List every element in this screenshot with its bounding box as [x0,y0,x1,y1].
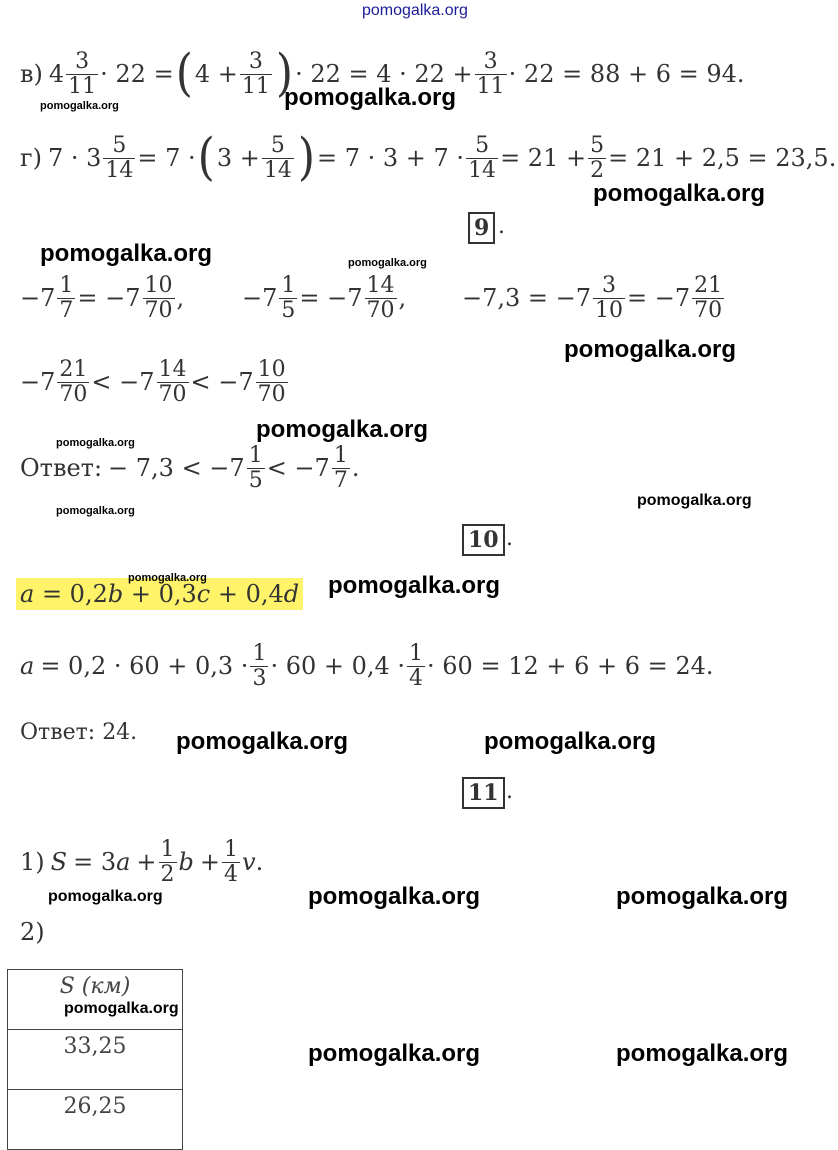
paren-close: ) [275,44,294,103]
fraction [466,134,498,181]
watermark: pomogalka.org [328,572,501,599]
fraction [247,444,265,491]
watermark: pomogalka.org [616,883,789,910]
task11-item2-label: 2) [20,918,45,946]
text: = 0,2 [34,580,108,608]
task-dot: . [506,526,513,551]
text: = −7 [299,284,363,312]
text: −7,3 = −7 [462,284,592,312]
den: 70 [366,297,395,323]
den: 7 [59,297,74,323]
whole: 4 [48,60,65,88]
table-cell: 33,25 [8,1030,183,1090]
num: 1 [248,443,263,469]
watermark: pomogalka.org [308,883,481,910]
text: −7 [20,284,56,312]
watermark: pomogalka.org [64,1000,179,1017]
den: 70 [694,297,723,323]
fraction [332,444,350,491]
text: . [351,454,360,482]
paren-open: ( [175,44,193,103]
fraction [159,838,177,885]
num: 10 [257,357,286,383]
fraction [279,274,297,321]
fraction [593,274,625,321]
den: 14 [263,157,292,183]
task-dot: . [506,779,513,804]
text: · 22 = 4 · 22 + [295,60,473,88]
num: 5 [475,133,490,159]
fraction [103,134,135,181]
var-b: b [178,848,194,876]
num: 3 [483,49,498,75]
paren-open: ( [197,128,215,187]
task-number-9: 9 [468,212,495,244]
num: 5 [112,133,127,159]
watermark: pomogalka.org [484,728,657,755]
task-number-11: 11 [462,777,505,809]
watermark: pomogalka.org [56,505,135,517]
var-a: a [116,848,131,876]
num: 1 [252,641,267,667]
num: 21 [694,273,723,299]
watermark: pomogalka.org [48,888,163,905]
den: 70 [59,381,88,407]
num: 1 [333,443,348,469]
watermark: pomogalka.org [128,572,207,584]
label-v: в) [20,60,43,88]
fraction [262,134,294,181]
text: , [176,284,185,312]
task9-compare [20,352,290,412]
watermark: pomogalka.org [637,492,752,509]
watermark: pomogalka.org [593,180,766,207]
header-text: S (км) [59,974,131,999]
watermark: pomogalka.org [40,240,213,267]
den: 70 [144,297,173,323]
fraction [256,358,288,405]
den: 3 [252,665,267,691]
den: 10 [595,297,624,323]
den: 4 [409,665,424,691]
watermark: pomogalka.org [564,336,737,363]
den: 5 [281,297,296,323]
task9-eq3 [462,268,726,328]
formula-highlighted [16,580,303,608]
table-cell: 26,25 [8,1090,183,1150]
text: = 0,2 · 60 + 0,3 · [40,652,249,680]
label-g: г) [20,144,42,172]
fraction [222,838,240,885]
num: 1 [59,273,74,299]
num: 14 [366,273,395,299]
text: , [398,284,407,312]
watermark: pomogalka.org [348,257,427,269]
var-d: d [283,580,300,608]
watermark: pomogalka.org [284,84,457,111]
text: = 7 · 3 + 7 · [317,144,465,172]
var-v: v [242,848,256,876]
fraction [57,274,75,321]
den: 11 [241,73,270,99]
task-number-10: 10 [462,524,505,556]
fraction [57,358,89,405]
text: < −7 [266,454,330,482]
answer-label: Ответ: [20,454,103,482]
text: 7 · 3 [47,144,102,172]
num: 14 [158,357,187,383]
task10-answer: Ответ: 24. [20,720,138,745]
task9-answer [20,438,359,498]
num: 1 [281,273,296,299]
task-dot: . [498,214,505,239]
text: = −7 [77,284,141,312]
num: 5 [270,133,285,159]
text: = 21 + 2,5 = 23,5. [608,144,837,172]
watermark: pomogalka.org [308,1040,481,1067]
label-1: 1) [20,848,45,876]
fraction [365,274,397,321]
fraction [407,642,425,689]
watermark: pomogalka.org [616,1040,789,1067]
num: 1 [409,641,424,667]
den: 2 [590,157,605,183]
den: 14 [105,157,134,183]
text: . [255,848,264,876]
var-b: b [107,580,124,608]
fraction [250,642,268,689]
text: · 22 = 88 + 6 = 94. [508,60,745,88]
watermark: pomogalka.org [40,100,119,112]
task11-item1 [20,832,263,892]
text: < −7 [91,368,155,396]
num: 1 [160,837,175,863]
fraction [143,274,175,321]
den: 70 [257,381,286,407]
text: − 7,3 < −7 [108,454,245,482]
num: 1 [224,837,239,863]
den: 5 [248,467,263,493]
fraction [588,134,606,181]
text: = −7 [627,284,691,312]
text: + [199,848,221,876]
num: 3 [602,273,617,299]
fraction [66,50,98,97]
task9-eq2 [242,268,406,328]
watermark: pomogalka.org [176,728,349,755]
fraction [157,358,189,405]
den: 11 [476,73,505,99]
text: = 7 · [137,144,196,172]
data-table [7,969,183,1150]
var-c: c [196,580,211,608]
text: · 60 = 12 + 6 + 6 = 24. [427,652,714,680]
text: + [136,848,157,876]
num: 3 [75,49,90,75]
text: < −7 [190,368,254,396]
fraction [692,274,724,321]
line-g [20,128,836,188]
den: 2 [160,861,175,887]
paren-close: ) [297,128,315,187]
text: 3 + [216,144,260,172]
num: 5 [590,133,605,159]
var-S: S [50,848,68,876]
table-row [8,1030,183,1090]
task9-eq1 [20,268,184,328]
num: 3 [248,49,263,75]
table-row [8,1090,183,1150]
text: 4 + [194,60,238,88]
den: 70 [158,381,187,407]
text: = 21 + [500,144,587,172]
den: 14 [468,157,497,183]
text: + 0,4 [210,580,284,608]
text: −7 [20,368,56,396]
task10-calc [20,636,714,696]
text: −7 [242,284,278,312]
fraction [240,50,272,97]
num: 21 [59,357,88,383]
den: 11 [68,73,97,99]
text: · 22 = [100,60,174,88]
text: · 60 + 0,4 · [270,652,406,680]
watermark: pomogalka.org [256,416,429,443]
text: = 3 [73,848,117,876]
fraction [475,50,507,97]
num: 10 [144,273,173,299]
var-a: a [20,652,35,680]
watermark: pomogalka.org [56,437,135,449]
var-a: a [20,580,35,608]
den: 7 [333,467,348,493]
den: 4 [224,861,239,887]
watermark-top: pomogalka.org [362,2,468,19]
text: + 0,3 [123,580,197,608]
